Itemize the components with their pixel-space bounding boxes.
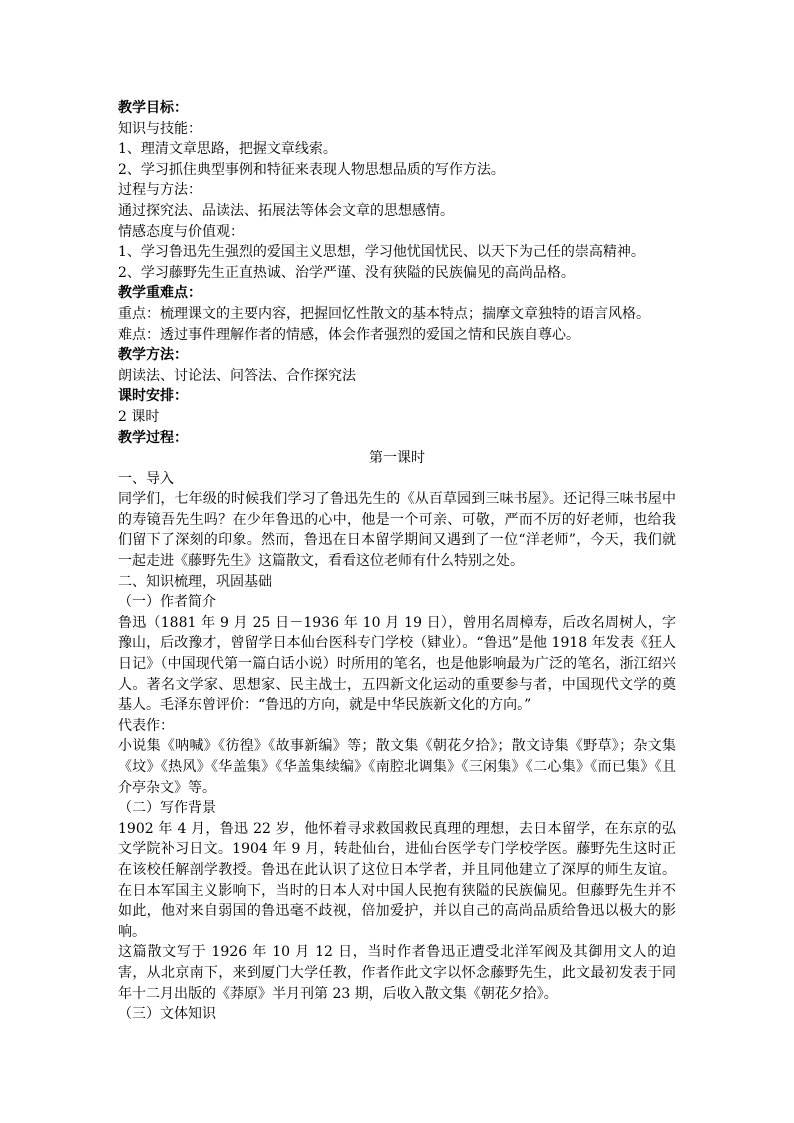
section-title: 一、导入 (118, 470, 174, 487)
subsection-title: （一）作者简介 (118, 594, 216, 611)
methods-heading: 教学方法： (118, 347, 188, 364)
key-point-text: 重点：梳理课文的主要内容，把握回忆性散文的基本特点；揣摩文章独特的语言风格。 (118, 305, 650, 322)
emotion-values-label: 情感态度与价值观： (118, 223, 244, 240)
schedule-text: 2 课时 (118, 408, 160, 425)
knowledge-skills-label: 知识与技能： (118, 120, 202, 137)
process-methods-text: 通过探究法、品读法、拓展法等体会文章的思想感情。 (118, 202, 454, 219)
objectives-heading: 教学目标： (118, 100, 188, 116)
section-title: 二、知识梳理，巩固基础 (118, 573, 272, 590)
process-heading: 教学过程： (118, 429, 188, 446)
emotion-values-item: 1、学习鲁迅先生强烈的爱国主义思想，学习他忧国忧民、以天下为己任的崇高精神。 (118, 244, 645, 261)
key-points-heading: 教学重难点： (118, 285, 202, 302)
schedule-heading: 课时安排： (118, 388, 188, 405)
subsection-title: （三）文体知识 (118, 1006, 216, 1023)
knowledge-skills-item: 1、理清文章思路，把握文章线索。 (118, 141, 337, 158)
works-paragraph: 小说集《呐喊》《彷徨》《故事新编》等；散文集《朝花夕拾》；散文诗集《野草》；杂文集《坟》《热风》《华盖集》《华盖集续编》《南腔北调集》《三闲集》《二心集》《而已集》《且介亭杂文》等。 (118, 738, 676, 796)
document-page (118, 98, 676, 1025)
intro-paragraph: 同学们，七年级的时候我们学习了鲁迅先生的《从百草园到三味书屋》。还记得三味书屋中的寿镜吾先生吗？在少年鲁迅的心中，他是一个可亲、可敬，严而不厉的好老师，也给我们留下了深刻的印象。然而，鲁迅在日本留学期间又遇到了一位“洋老师”，今天，我们就一起走进《藤野先生》这篇散文，看看这位老师有什么特别之处。 (118, 491, 676, 570)
methods-text: 朗读法、讨论法、问答法、合作探究法 (118, 367, 356, 384)
knowledge-skills-item: 2、学习抓住典型事例和特征来表现人物思想品质的写作方法。 (118, 161, 505, 178)
author-paragraph: 鲁迅（1881 年 9 月 25 日－1936 年 10 月 19 日），曾用名周樟寿，后改名周树人，字豫山，后改豫才，曾留学日本仙台医科专门学校（肄业）。“鲁迅”是他 1918 年发表《狂人日记》（中国现代第一篇白话小说）时所用的笔名，也是他影响最为广泛的笔名，浙江绍兴人。著名文学家、思想家、民主战士，五四新文化运动的重要参与者，中国现代文学的奠基人。毛泽东曾评价：“鲁迅的方向，就是中华民族新文化的方向。” (118, 614, 676, 714)
emotion-values-item: 2、学习藤野先生正直热诚、治学严谨、没有狭隘的民族偏见的高尚品格。 (118, 264, 575, 281)
lesson-title: 第一课时 (369, 450, 425, 467)
process-methods-label: 过程与方法： (118, 182, 202, 199)
works-label: 代表作： (118, 717, 174, 734)
background-paragraph: 1902 年 4 月，鲁迅 22 岁，他怀着寻求救国救民真理的理想，去日本留学，在东京的弘文学院补习日文。1904 年 9 月，转赴仙台，进仙台医学专门学校学医。藤野先生这时正在该校任解剖学教授。鲁迅在此认识了这位日本学者，并且同他建立了深厚的师生友谊。在日本军国主义影响下，当时的日本人对中国人民抱有狭隘的民族偏见。但藤野先生并不如此，他对来自弱国的鲁迅毫不歧视，倍加爱护，并以自己的高尚品质给鲁迅以极大的影响。 (118, 820, 676, 940)
subsection-title: （二）写作背景 (118, 800, 216, 817)
difficult-point-text: 难点：透过事件理解作者的情感，体会作者强烈的爱国之情和民族自尊心。 (118, 326, 580, 343)
background-paragraph: 这篇散文写于 1926 年 10 月 12 日，当时作者鲁迅正遭受北洋军阀及其御用文人的迫害，从北京南下，来到厦门大学任教，作者作此文字以怀念藤野先生，此文最初发表于同年十二月出版的《莽原》半月刊第 23 期，后收入散文集《朝花夕拾》。 (118, 944, 676, 1002)
